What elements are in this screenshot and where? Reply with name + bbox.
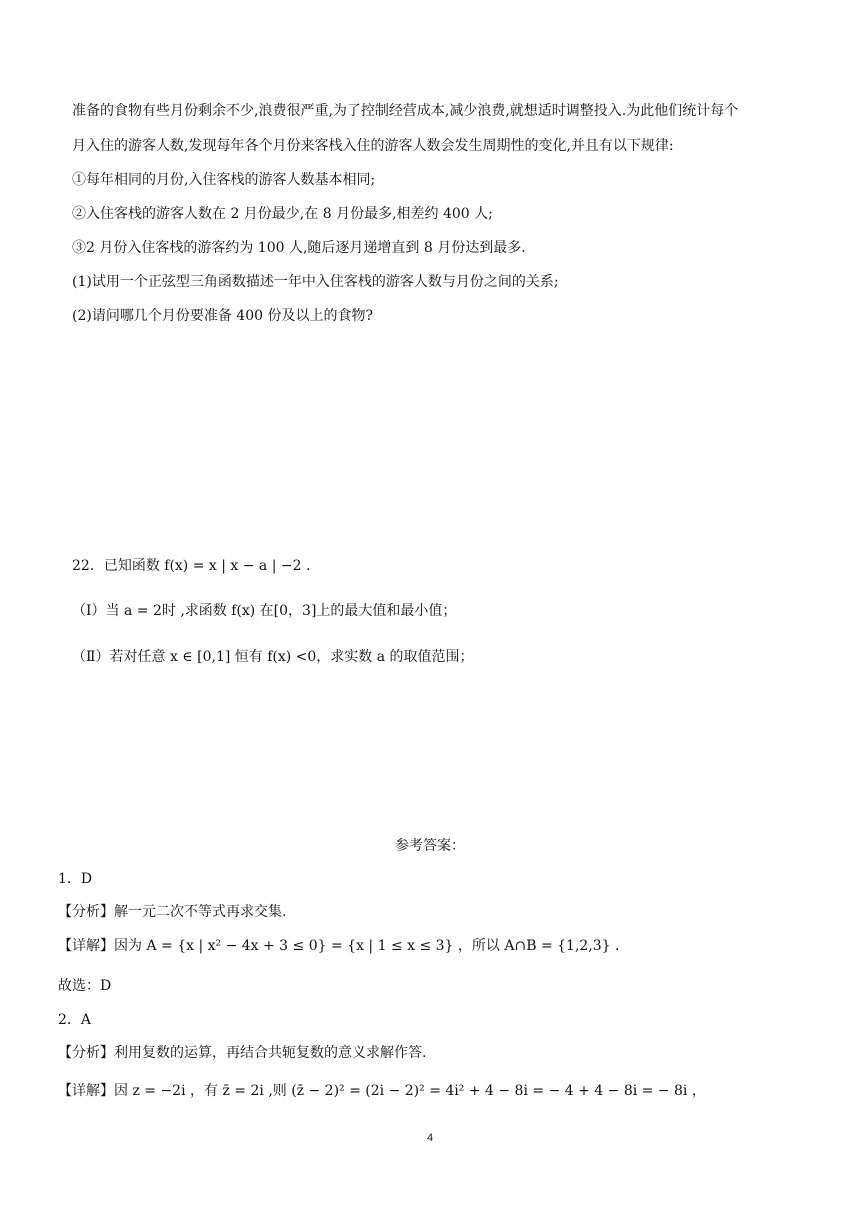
problem21-rule2: ②入住客栈的游客人数在 2 月份最少,在 8 月份最多,相差约 400 人; — [72, 206, 493, 222]
answer2-analysis: 【分析】利用复数的运算，再结合共轭复数的意义求解作答. — [58, 1045, 427, 1061]
answer2-label: 2．A — [58, 1012, 92, 1028]
answer1-label: 1．D — [58, 871, 93, 887]
problem21-intro-line2: 月入住的游客人数,发现每年各个月份来客栈入住的游客人数会发生周期性的变化,并且有以下规律: — [72, 138, 674, 154]
problem21-rule1: ①每年相同的月份,入住客栈的游客人数基本相同; — [72, 172, 376, 188]
problem21-question1: (1)试用一个正弦型三角函数描述一年中入住客栈的游客人数与月份之间的关系; — [72, 274, 559, 290]
answer2-detail: 【详解】因 z = −2i ，有 z̄ = 2i ,则 (z̄ − 2)² = (2i − 2)² = 4i² + 4 − 8i = − 4 + 4 − 8i = − 8i ， — [58, 1083, 706, 1099]
answer1-detail: 【详解】因为 A = {x | x² − 4x + 3 ≤ 0} = {x | 1 ≤ x ≤ 3} ，所以 A∩B = {1,2,3} . — [58, 938, 620, 954]
answer1-choice: 故选：D — [58, 978, 112, 994]
problem21-intro-line1: 准备的食物有些月份剩余不少,浪费很严重,为了控制经营成本,减少浪费,就想适时调整投入.为此他们统计每个 — [72, 103, 739, 119]
problem22-part1: （Ⅰ）当 a = 2时 ,求函数 f(x) 在[0，3]上的最大值和最小值； — [72, 603, 457, 619]
answer1-analysis: 【分析】解一元二次不等式再求交集. — [58, 904, 287, 920]
problem21-question2: (2)请问哪几个月份要准备 400 份及以上的食物? — [72, 308, 373, 324]
page-number: 4 — [426, 1132, 434, 1144]
problem22-stem: 22．已知函数 f(x) = x | x − a | −2 . — [72, 558, 311, 574]
problem21-rule3: ③2 月份入住客栈的游客约为 100 人,随后逐月递增直到 8 月份达到最多. — [72, 240, 526, 256]
problem22-part2: （Ⅱ）若对任意 x ∈ [0,1] 恒有 f(x) <0，求实数 a 的取值范围； — [72, 649, 474, 665]
answers-heading: 参考答案： — [395, 838, 465, 854]
